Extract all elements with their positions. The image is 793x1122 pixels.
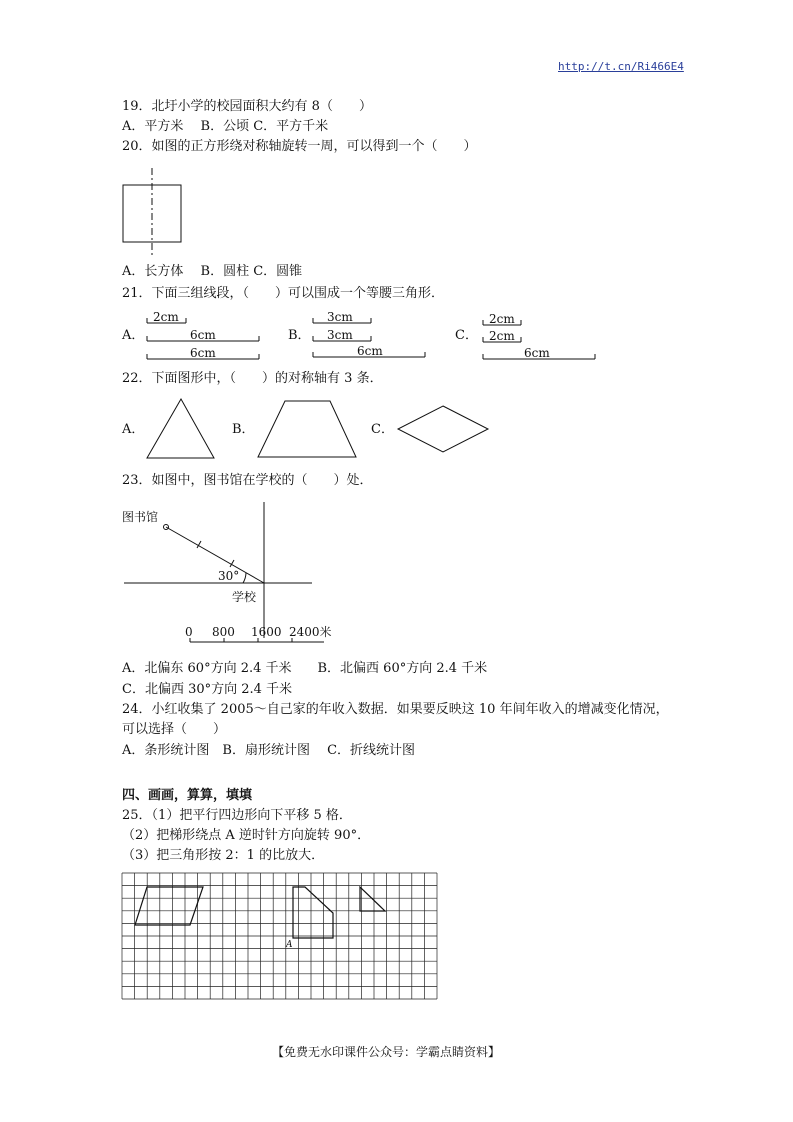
q23-options-line-2: C．北偏西 30°方向 2.4 千米 [122,682,293,697]
q22-option-c-letter: C． [371,422,394,437]
footer-note: 【免费无水印课件公众号：学霸点睛资料】 [272,1045,501,1059]
q23-angle-label: 30° [218,569,240,583]
q23-stem: 23．如图中，图书馆在学校的（ ）处． [122,473,373,488]
q24-stem-line-2: 可以选择（ ） [122,722,227,737]
q24-options: A．条形统计图 B．扇形统计图 C．折线统计图 [122,743,416,758]
q25-instruction-1: 25．（1）把平行四边形向下平移 5 格． [122,808,352,823]
q21-option-a-letter: A． [122,328,145,343]
q21-c-label-1: 2cm [489,312,515,326]
q23-school-label: 学校 [232,590,257,604]
q20-options: A．长方体 B．圆柱 C．圆锥 [122,264,303,279]
q23-scale-tick-0: 0 [185,625,193,639]
q21-b-label-3: 6cm [357,344,383,358]
q23-scale-tick-1600: 1600 [251,625,282,639]
q21-stem: 21．下面三组线段，（ ）可以围成一个等腰三角形． [122,286,445,301]
q21-c-label-3: 6cm [524,346,550,360]
q22-stem: 22．下面图形中，（ ）的对称轴有 3 条． [122,371,383,386]
q22-option-b-letter: B． [232,422,255,437]
q25-trapezoid[interactable] [293,887,333,938]
q25-instruction-3: （3）把三角形按 2：1 的比放大． [122,848,325,863]
q21-option-b-letter: B． [288,328,311,343]
q25-instruction-2: （2）把梯形绕点 A 逆时针方向旋转 90°． [122,828,371,843]
q19-options: A．平方米 B．公顷 C．平方千米 [122,119,329,134]
q25-point-a-label: A [286,940,293,950]
q23-scale-tick-800: 800 [212,625,235,639]
q21-b-label-1: 3cm [327,310,353,324]
q19-stem: 19．北圩小学的校园面积大约有 8（ ） [122,99,372,114]
q23-library-label: 图书馆 [122,510,159,524]
q21-c-label-2: 2cm [489,329,515,343]
q21-a-label-2: 6cm [190,328,216,342]
q21-b-label-2: 3cm [327,328,353,342]
q24-stem-line-1: 24．小红收集了 2005～自己家的年收入数据．如果要反映这 10 年间年收入的增减变化情况， [122,702,669,717]
q23-scale-tick-2400: 2400米 [289,625,332,639]
q22-option-a-letter: A． [122,422,145,437]
q25-grid-lines [122,873,437,999]
q21-a-label-3: 6cm [190,346,216,360]
q21-option-c-letter: C． [455,328,478,343]
q25-triangle[interactable] [360,887,385,911]
header-url-link[interactable]: http://t.cn/Ri466E4 [558,60,684,73]
q25-parallelogram[interactable] [135,887,203,925]
q20-stem: 20．如图的正方形绕对称轴旋转一周，可以得到一个（ ） [122,139,477,154]
q23-options-line-1: A．北偏东 60°方向 2.4 千米 B．北偏西 60°方向 2.4 千米 [122,661,488,676]
q21-a-label-1: 2cm [153,310,179,324]
section-4-title: 四、画画，算算，填填 [122,788,253,803]
